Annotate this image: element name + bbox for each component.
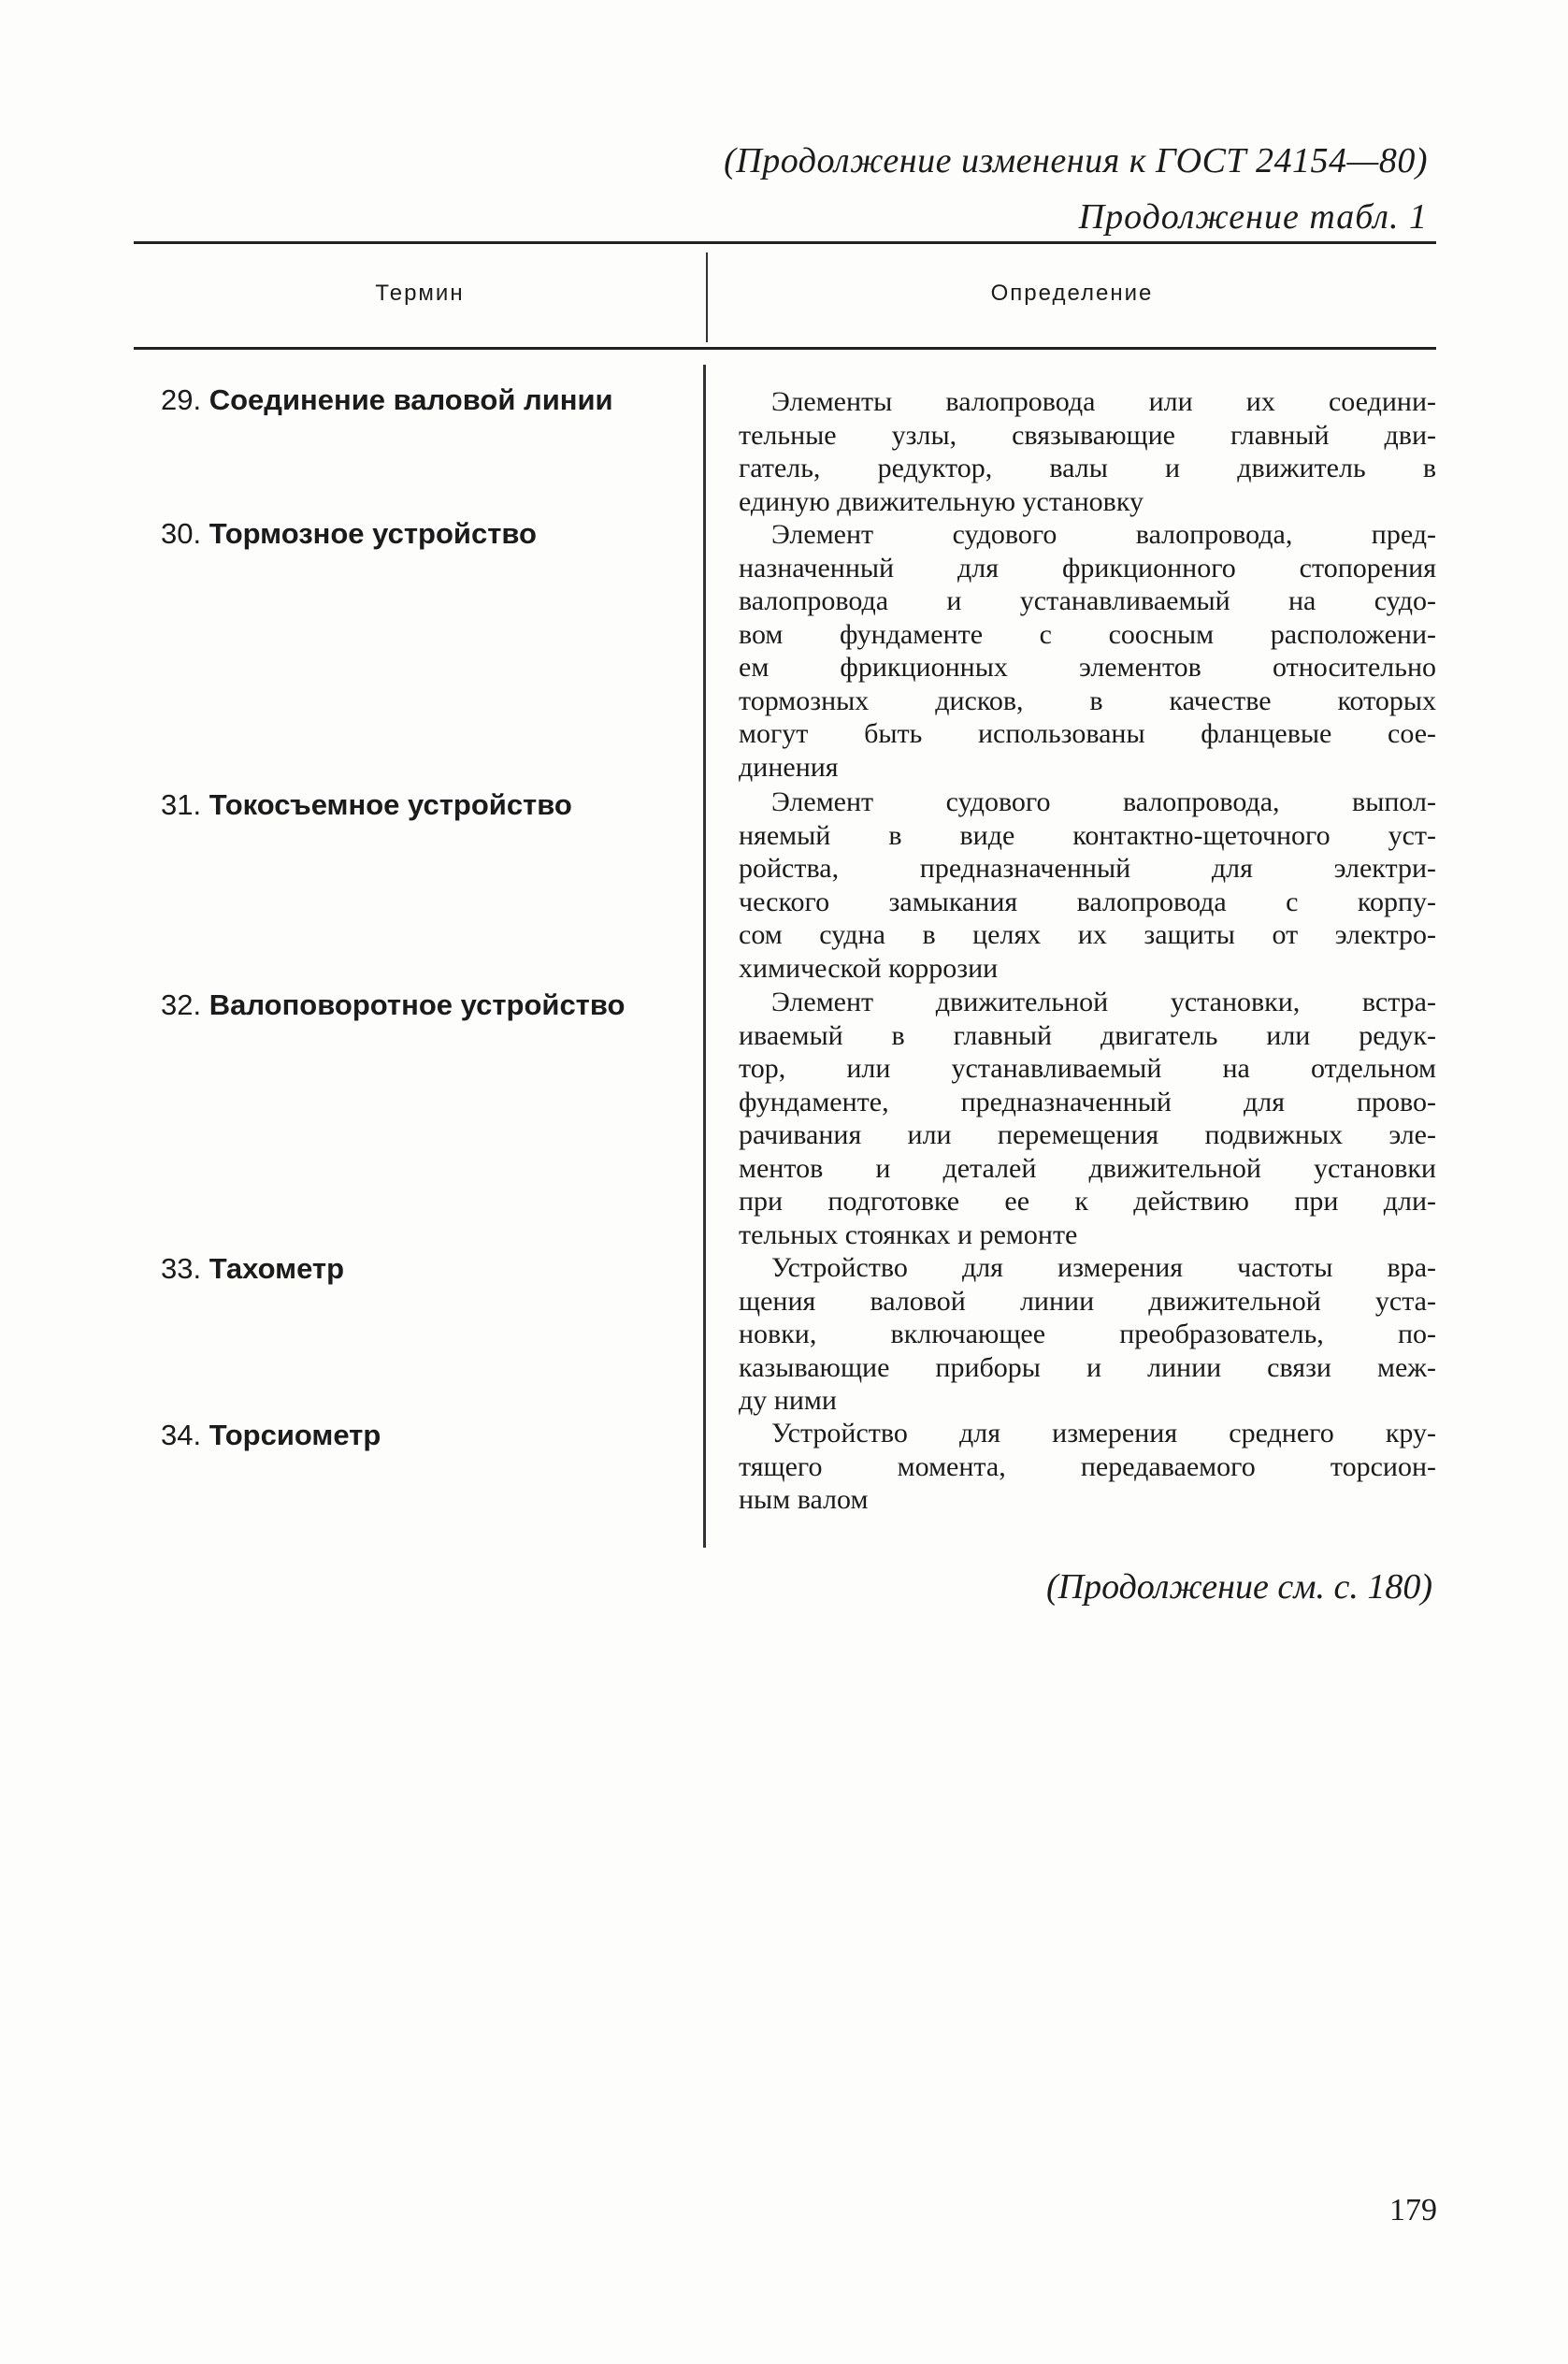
term-name: Токосъемное устройство [209, 788, 572, 821]
definition-row-34 [739, 1417, 1436, 1517]
continuation-note: (Продолжение см. с. 180) [1045, 1567, 1432, 1607]
definition-line: ем фрикционных элементов относительно [739, 652, 1436, 683]
body-column-divider [703, 365, 706, 1548]
definition-line: ду ними [739, 1385, 837, 1416]
definition-line: гатель, редуктор, валы и движитель в [739, 453, 1436, 483]
definition-line: новки, включающее преобразователь, по- [739, 1319, 1436, 1349]
definition-line: Элемент судового валопровода, выпол- [771, 786, 1436, 817]
term-row-31 [161, 788, 572, 822]
definition-line: Устройство для измерения частоты вра- [771, 1252, 1436, 1283]
definition-row-33 [739, 1251, 1436, 1418]
term-name: Тормозное устройство [209, 517, 537, 550]
definition-line: рачивания или перемещения подвижных эле- [739, 1119, 1436, 1150]
term-number: 30. [161, 517, 202, 550]
definition-line: сом судна в целях их защиты от электро- [739, 919, 1436, 950]
definition-line: при подготовке ее к действию при дли- [739, 1186, 1436, 1217]
term-name: Торсиометр [209, 1419, 381, 1451]
definition-line: валопровода и устанавливаемый на судо- [739, 585, 1436, 616]
definition-line: могут быть использованы фланцевые сое- [739, 718, 1436, 749]
definition-line: Устройство для измерения среднего кру- [771, 1418, 1436, 1449]
definition-line: ментов и деталей движительной установки [739, 1152, 1436, 1184]
definition-row-29 [739, 385, 1436, 518]
term-name: Валоповоротное устройство [209, 988, 626, 1021]
definition-line: щения валовой линии движительной уста- [739, 1285, 1436, 1317]
definition-line: ным валом [739, 1484, 869, 1515]
term-row-32 [161, 988, 625, 1022]
definition-line: назначенный для фрикционного стопорения [739, 552, 1436, 584]
term-row-33 [161, 1252, 344, 1286]
term-number: 29. [161, 383, 202, 416]
table-header-rule [134, 347, 1436, 350]
definition-line: единую движительную установку [739, 485, 1144, 517]
definition-line: тельных стоянках и ремонте [739, 1218, 1078, 1250]
term-number: 33. [161, 1252, 202, 1285]
amendment-header: (Продолжение изменения к ГОСТ 24154—80) [724, 141, 1428, 180]
term-row-34 [161, 1419, 381, 1452]
definition-line: фундаменте, предназначенный для прово- [739, 1086, 1436, 1117]
column-header-term: Термин [375, 281, 465, 306]
definition-line: Элемент движительной установки, встра- [771, 987, 1436, 1017]
definition-line: динения [739, 751, 839, 783]
table-continuation-header: Продолжение табл. 1 [1078, 197, 1428, 237]
definition-line: вом фундаменте с соосным расположени- [739, 618, 1436, 650]
definition-row-31 [739, 786, 1436, 985]
table-top-rule [134, 241, 1436, 244]
term-number: 34. [161, 1419, 202, 1451]
definition-line: тельные узлы, связывающие главный дви- [739, 419, 1436, 451]
definition-line: казывающие приборы и линии связи меж- [739, 1351, 1436, 1383]
definition-line: ческого замыкания валопровода с корпу- [739, 886, 1436, 917]
term-name: Тахометр [209, 1252, 345, 1285]
definition-line: иваемый в главный двигатель или редук- [739, 1019, 1436, 1051]
definition-line: няемый в виде контактно-щеточного уст- [739, 819, 1436, 851]
definition-line: Элементы валопровода или их соедини- [771, 386, 1436, 417]
definition-row-32 [739, 986, 1436, 1251]
term-number: 32. [161, 988, 202, 1021]
definition-line: тящего момента, передаваемого торсион- [739, 1450, 1436, 1482]
term-row-29 [161, 383, 613, 417]
definition-line: Элемент судового валопровода, пред- [771, 519, 1436, 550]
definition-line: тор, или устанавливаемый на отдельном [739, 1053, 1436, 1084]
column-header-definition: Определение [990, 281, 1154, 306]
page-number: 179 [1389, 2193, 1437, 2227]
term-row-30 [161, 517, 537, 551]
term-number: 31. [161, 788, 202, 821]
definition-line: тормозных дисков, в качестве которых [739, 685, 1436, 716]
definition-line: ройства, предназначенный для электри- [739, 853, 1436, 884]
definition-row-30 [739, 518, 1436, 784]
term-name: Соединение валовой линии [209, 383, 613, 416]
definition-line: химической коррозии [739, 952, 999, 984]
